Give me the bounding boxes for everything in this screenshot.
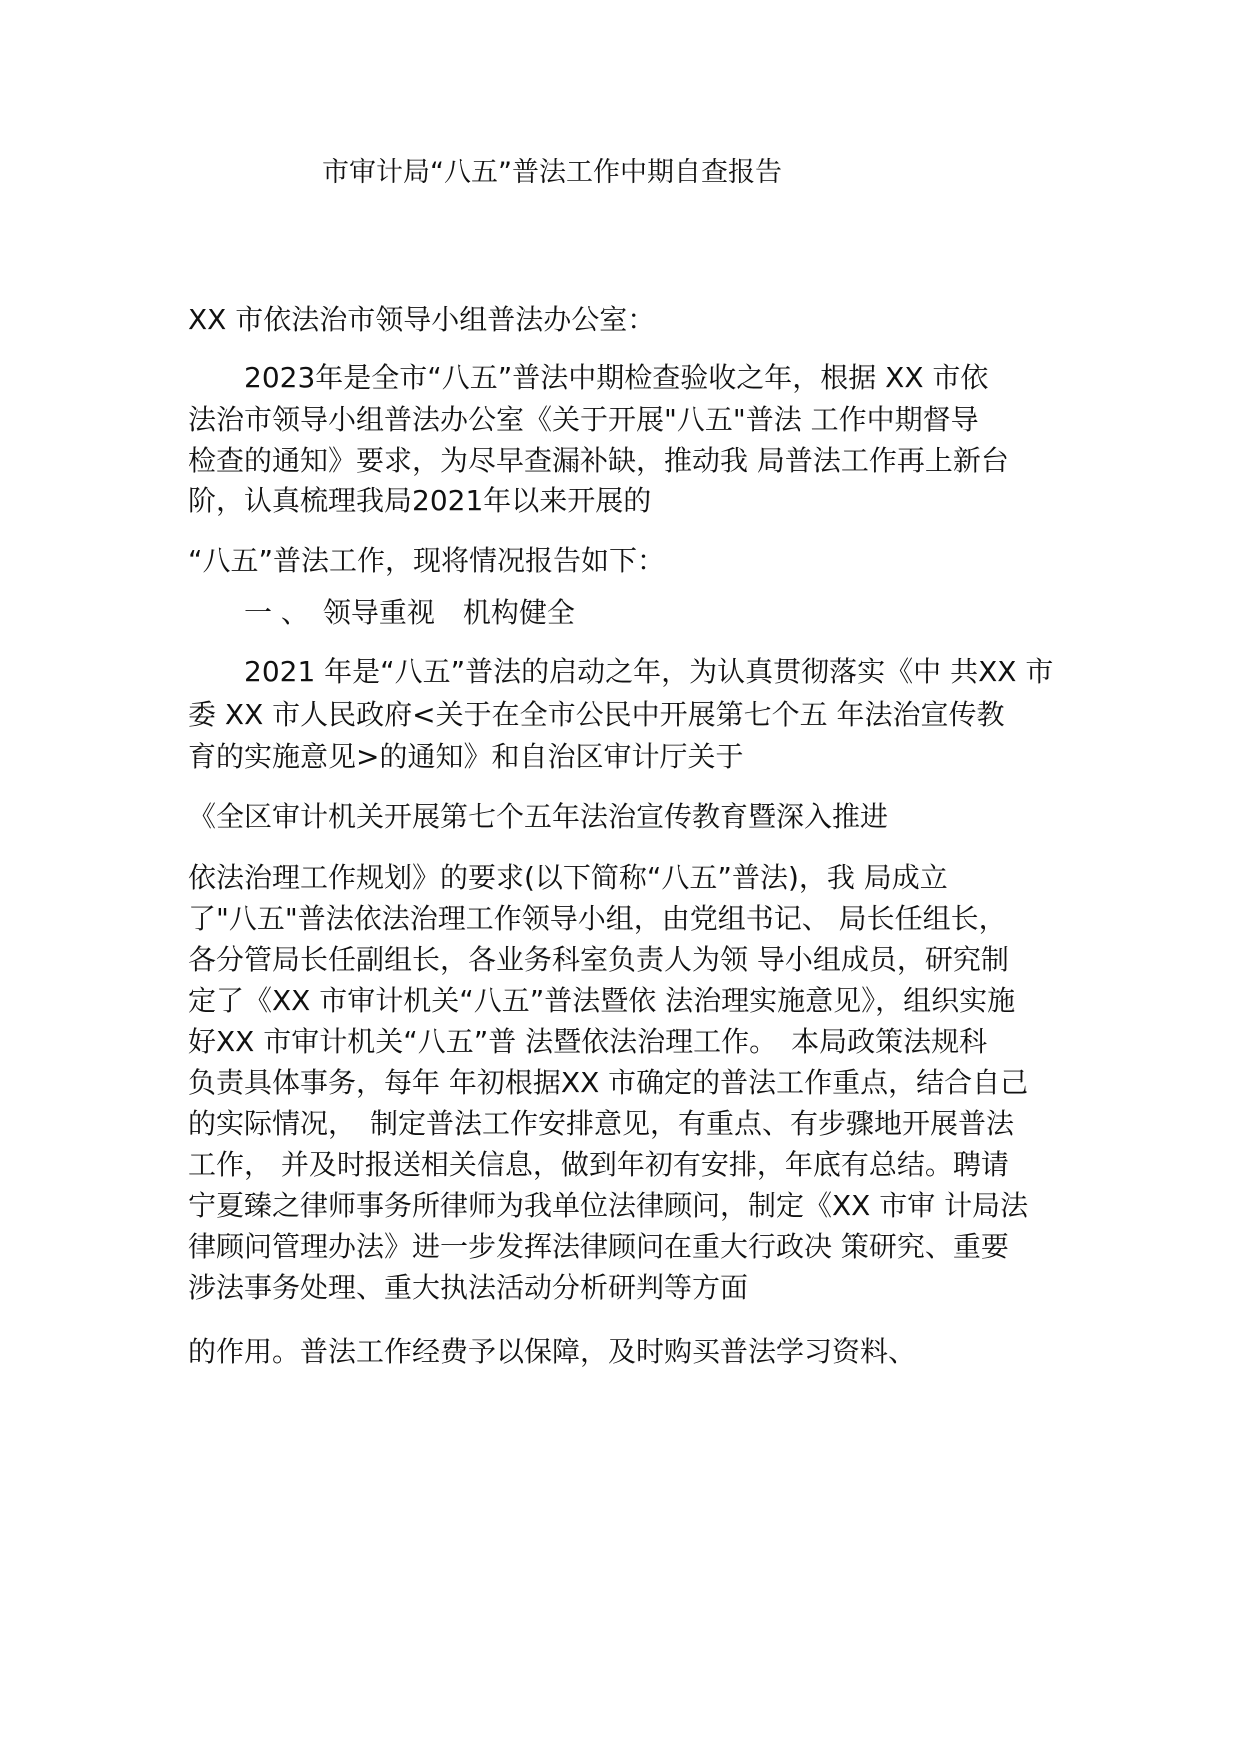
paragraph-line: 委 XX 市人民政府<关于在全市公民中开展第七个五 年法治宣传教 xyxy=(188,698,1005,731)
paragraph-line: 律顾问管理办法》进一步发挥法律顾问在重大行政决 策研究、重要 xyxy=(188,1230,1009,1263)
paragraph-line: 各分管局长任副组长，各业务科室负责人为领 导小组成员，研究制 xyxy=(188,943,1009,976)
paragraph-line: 宁夏臻之律师事务所律师为我单位法律顾问，制定《XX 市审 计局法 xyxy=(188,1189,1029,1222)
paragraph-line: 的作用。普法工作经费予以保障，及时购买普法学习资料、 xyxy=(188,1335,917,1368)
paragraph-line: 的实际情况， 制定普法工作安排意见，有重点、有步骤地开展普法 xyxy=(188,1107,1015,1140)
paragraph-line: 阶，认真梳理我局2021年以来开展的 xyxy=(188,484,652,517)
paragraph-line: 负责具体事务，每年 年初根据XX 市确定的普法工作重点，结合自己 xyxy=(188,1066,1029,1099)
paragraph-line: 2023年是全市“八五”普法中期检查验收之年，根据 XX 市依 xyxy=(188,361,989,394)
addressee: XX 市依法治市领导小组普法办公室： xyxy=(188,303,656,336)
paragraph-line: 法治市领导小组普法办公室《关于开展"八五"普法 工作中期督导 xyxy=(188,403,979,436)
paragraph-line: 涉法事务处理、重大执法活动分析研判等方面 xyxy=(188,1271,749,1304)
document-title: 市审计局“八五”普法工作中期自查报告 xyxy=(322,157,782,188)
paragraph-line: 了"八五"普法依法治理工作领导小组，由党组书记、 局长任组长， xyxy=(188,902,1007,935)
paragraph-line: 《全区审计机关开展第七个五年法治宣传教育暨深入推进 xyxy=(188,800,889,833)
paragraph-line: 定了《XX 市审计机关“八五”普法暨依 法治理实施意见》，组织实施 xyxy=(188,984,1016,1017)
paragraph-line: “八五”普法工作，现将情况报告如下： xyxy=(188,544,666,577)
paragraph-line: 检查的通知》要求，为尽早查漏补缺，推动我 局普法工作再上新台 xyxy=(188,444,1009,477)
paragraph-line: 好XX 市审计机关“八五”普 法暨依法治理工作。 本局政策法规科 xyxy=(188,1025,988,1058)
paragraph-line: 育的实施意见>的通知》和自治区审计厅关于 xyxy=(188,740,744,773)
paragraph-line: 依法治理工作规划》的要求(以下简称“八五”普法)，我 局成立 xyxy=(188,861,948,894)
paragraph-line: 工作， 并及时报送相关信息，做到年初有安排，年底有总结。聘请 xyxy=(188,1148,1009,1181)
paragraph-line: 2021 年是“八五”普法的启动之年，为认真贯彻落实《中 共XX 市 xyxy=(188,655,1054,688)
section-heading: 一 、 领导重视 机构健全 xyxy=(188,596,575,629)
